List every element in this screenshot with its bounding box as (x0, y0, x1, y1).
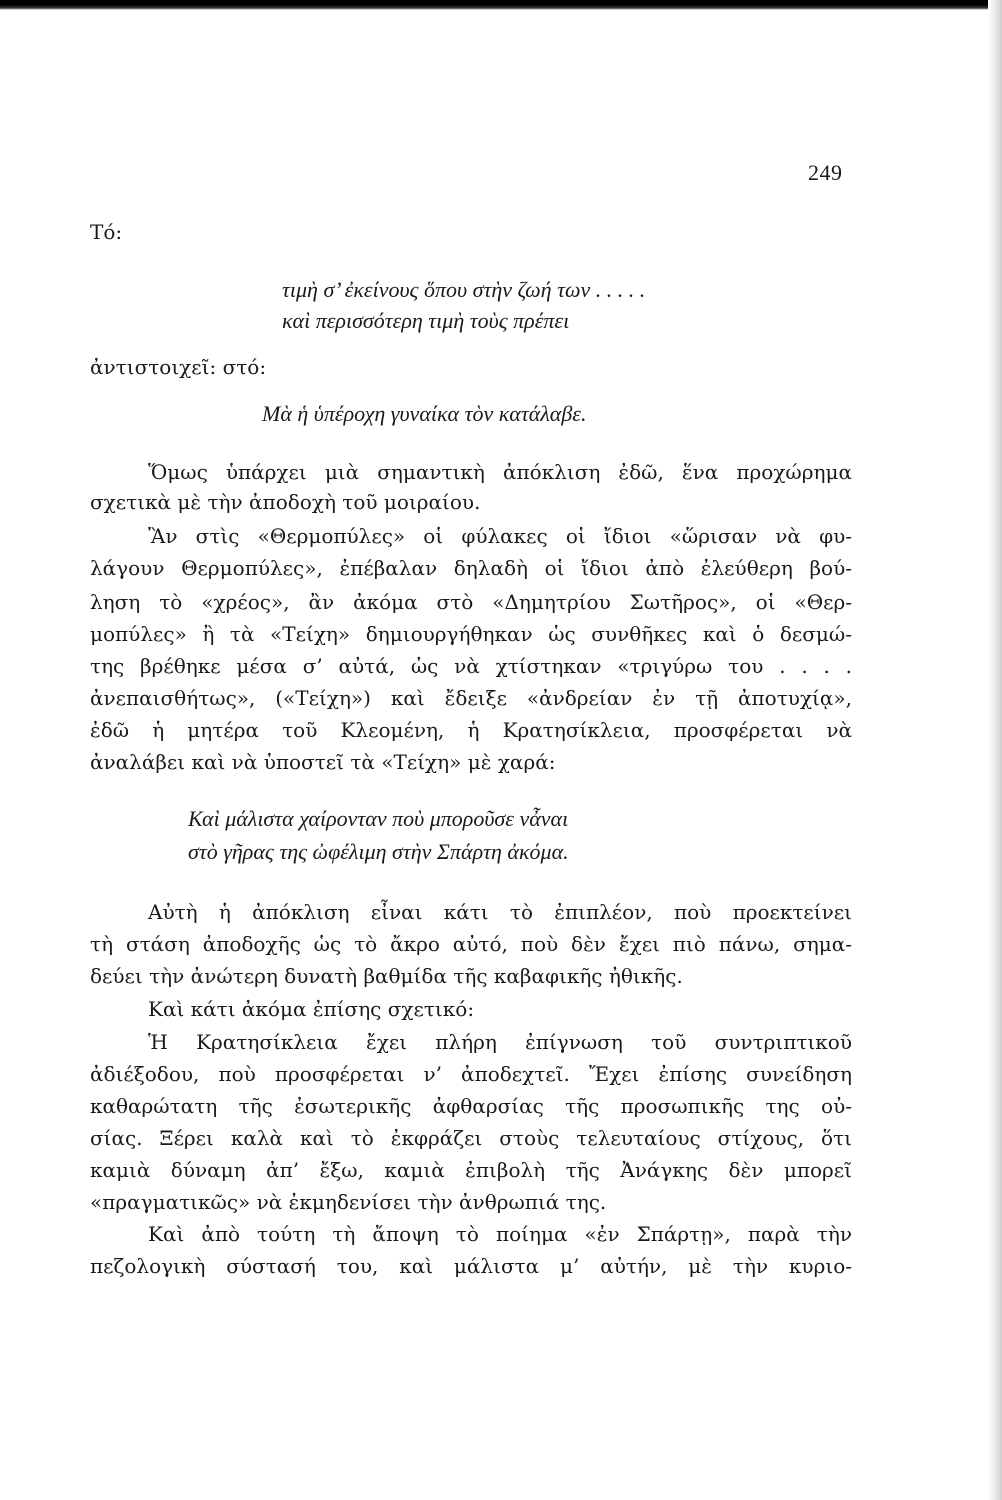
para6-line: Καὶ ἀπὸ τούτη τὴ ἄποψη τὸ ποίημα «ἐν Σπάρτῃ», παρὰ τὴν (148, 1222, 852, 1246)
para4-line: Καὶ κάτι ἀκόμα ἐπίσης σχετικό: (148, 997, 475, 1021)
para5-line: καμιὰ δύναμη ἀπ’ ἔξω, καμιὰ ἐπιβολὴ τῆς Ἀνάγκης δὲν μπορεῖ (90, 1158, 852, 1182)
quote2-line: Μὰ ἡ ὑπέροχη γυναίκα τὸν κατάλαβε. (262, 401, 587, 426)
para2-line: Ἂν στὶς «Θερμοπύλες» οἱ φύλακες οἱ ἴδιοι «ὥρισαν νὰ φυ- (148, 524, 852, 548)
para5-line: σίας. Ξέρει καλὰ καὶ τὸ ἐκφράζει στοὺς τελευταίους στίχους, ὅτι (90, 1126, 852, 1150)
page-number: 249 (808, 160, 843, 185)
para2-line: ἀναλάβει καὶ νὰ ὑποστεῖ τὰ «Τείχη» μὲ χαρά: (90, 750, 556, 774)
intro-label: Τό: (90, 220, 123, 244)
para2-line: ληση τὸ «χρέος», ἂν ἀκόμα στὸ «Δημητρίου Σωτῆρος», οἱ «Θερ- (90, 590, 852, 614)
para5-line: ἀδιέξοδου, ποὺ προσφέρεται ν’ ἀποδεχτεῖ. Ἔχει ἐπίσης συνείδηση (90, 1062, 852, 1086)
para6-line: πεζολογικὴ σύστασή του, καὶ μάλιστα μ’ αὐτήν, μὲ τὴν κυριο- (90, 1254, 852, 1278)
scan-edge-right (988, 0, 1002, 1500)
para2-line: της βρέθηκε μέσα σ’ αὐτά, ὡς νὰ χτίστηκαν «τριγύρω του . . . . (90, 654, 852, 678)
quote1-line: τιμὴ σ’ ἐκείνους ὅπου στὴν ζωή των . . . . . (282, 277, 646, 302)
scan-edge-top (0, 0, 1002, 10)
para1-line: σχετικὰ μὲ τὴν ἀποδοχὴ τοῦ μοιραίου. (90, 490, 481, 514)
para3-line: τὴ στάση ἀποδοχῆς ὡς τὸ ἄκρο αὐτό, ποὺ δὲν ἔχει πιὸ πάνω, σημα- (90, 932, 852, 956)
para2-line: λάγουν Θερμοπύλες», ἐπέβαλαν δηλαδὴ οἱ ἴδιοι ἀπὸ ἐλεύθερη βού- (90, 556, 852, 580)
para3-line: Αὐτὴ ἡ ἀπόκλιση εἶναι κάτι τὸ ἐπιπλέον, ποὺ προεκτείνει (148, 900, 852, 924)
para5-line: Ἡ Κρατησίκλεια ἔχει πλήρη ἐπίγνωση τοῦ συντριπτικοῦ (148, 1030, 852, 1054)
para1-line: Ὅμως ὑπάρχει μιὰ σημαντικὴ ἀπόκλιση ἐδῶ, ἕνα προχώρημα (148, 460, 852, 484)
quote3-line: στὸ γῆρας της ὠφέλιμη στὴν Σπάρτη ἀκόμα. (188, 839, 569, 864)
corresponds-label: ἀντιστοιχεῖ: στό: (90, 355, 267, 379)
para2-line: ἀνεπαισθήτως», («Τείχη») καὶ ἔδειξε «ἀνδρείαν ἐν τῇ ἀποτυχίᾳ», (90, 686, 852, 710)
para5-line: «πραγματικῶς» νὰ ἐκμηδενίσει τὴν ἀνθρωπιά της. (90, 1190, 607, 1214)
para2-line: μοπύλες» ἢ τὰ «Τείχη» δημιουργήθηκαν ὡς συνθῆκες καὶ ὁ δεσμώ- (90, 622, 852, 646)
quote3-line: Καὶ μάλιστα χαίρονταν ποὺ μποροῦσε νἆναι (188, 806, 569, 831)
para2-line: ἐδῶ ἡ μητέρα τοῦ Κλεομένη, ἡ Κρατησίκλεια, προσφέρεται νὰ (90, 718, 852, 742)
para5-line: καθαρώτατη τῆς ἐσωτερικῆς ἀφθαρσίας τῆς προσωπικῆς της οὐ- (90, 1094, 852, 1118)
quote1-line: καὶ περισσότερη τιμὴ τοὺς πρέπει (282, 308, 570, 333)
para3-line: δεύει τὴν ἀνώτερη δυνατὴ βαθμίδα τῆς καβαφικῆς ἠθικῆς. (90, 964, 683, 988)
